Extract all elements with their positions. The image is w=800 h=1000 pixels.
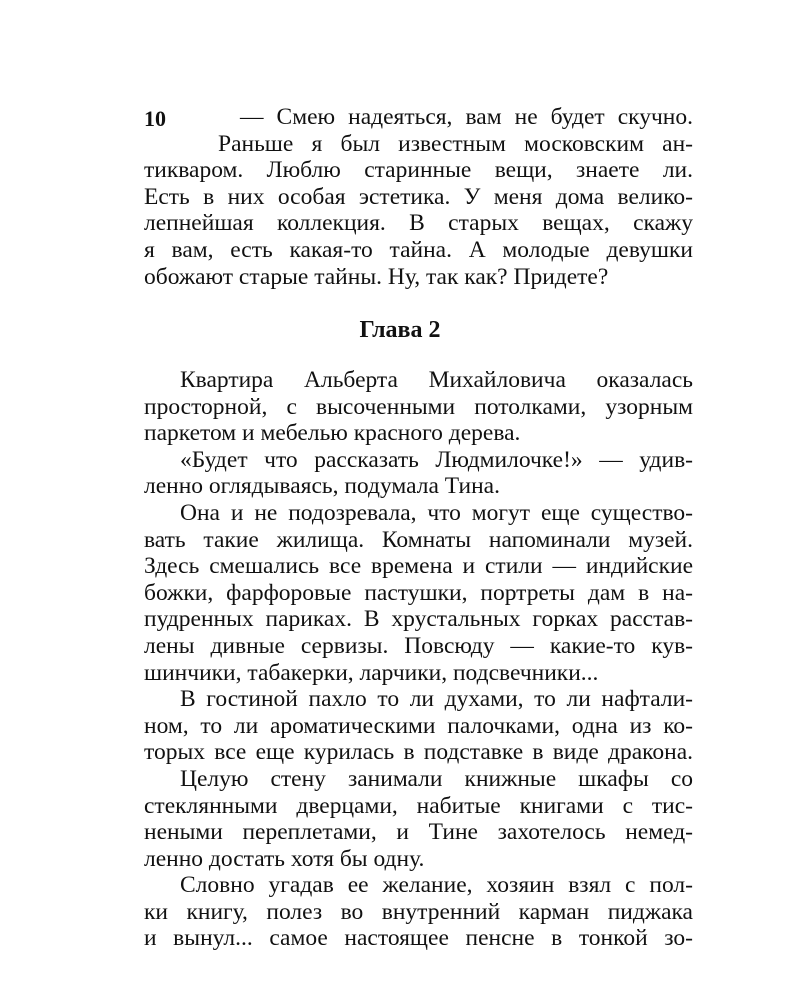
text-line: ленно оглядываясь, подумала Тина. <box>144 473 500 500</box>
text-line: неными переплетами, и Тине захотелось немед- <box>144 819 693 846</box>
text-line: божки, фарфоровые пастушки, портреты дам в на- <box>144 579 693 606</box>
text-line: ном, то ли ароматическими палочками, одна из ко- <box>144 712 693 739</box>
text-line: ки книгу, полез во внутренний карман пиджака <box>144 898 693 925</box>
text-line: вать такие жилища. Комнаты напоминали музей. <box>144 526 693 553</box>
text-line: я вам, есть какая-то тайна. А молодые девушки <box>144 236 693 263</box>
text-line: пудренных париках. В хрустальных горках расстав- <box>144 606 693 633</box>
text-line: стеклянными дверцами, набитые книгами с тис- <box>144 792 693 819</box>
text-line: лены дивные сервизы. Повсюду — какие-то кув- <box>144 632 693 659</box>
intro-paragraphs <box>144 104 693 290</box>
text-line: торых все еще курилась в подставке в виде дракона. <box>144 739 693 766</box>
text-line: обожают старые тайны. Ну, так как? Придете? <box>144 263 609 290</box>
text-line: паркетом и мебелью красного дерева. <box>144 420 521 447</box>
text-line: лепнейшая коллекция. В старых вещах, скажу <box>144 210 693 237</box>
text-line: Словно угадав ее желание, хозяин взял с пол- <box>180 872 693 899</box>
text-line: Целую стену занимали книжные шкафы со <box>180 765 693 792</box>
text-line: Есть в них особая эстетика. У меня дома велико- <box>144 183 693 210</box>
text-line: и вынул... самое настоящее пенсне в тонкой зо- <box>144 925 693 952</box>
text-line: В гостиной пахло то ли духами, то ли нафтали- <box>180 686 693 713</box>
text-line: Раньше я был известным московским ан- <box>218 130 693 157</box>
text-line: «Будет что рассказать Людмилочке!» — удив- <box>180 446 693 473</box>
text-line: Квартира Альберта Михайловича оказалась <box>180 367 693 393</box>
text-line: Здесь смешались все времена и стили — индийские <box>144 553 693 580</box>
text-line: Она и не подозревала, что могут еще существо- <box>180 499 693 526</box>
text-line: ленно достать хотя бы одну. <box>144 845 425 872</box>
page-number: 10 <box>144 106 166 131</box>
text-line: просторной, с высоченными потолками, узорным <box>144 393 693 420</box>
chapter-body <box>144 367 693 952</box>
text-line: тикваром. Люблю старинные вещи, знаете ли. <box>144 157 693 184</box>
text-line: — Смею надеяться, вам не будет скучно. <box>240 104 693 130</box>
text-line: шинчики, табакерки, ларчики, подсвечники... <box>144 659 599 686</box>
chapter-title: Глава 2 <box>359 317 441 343</box>
